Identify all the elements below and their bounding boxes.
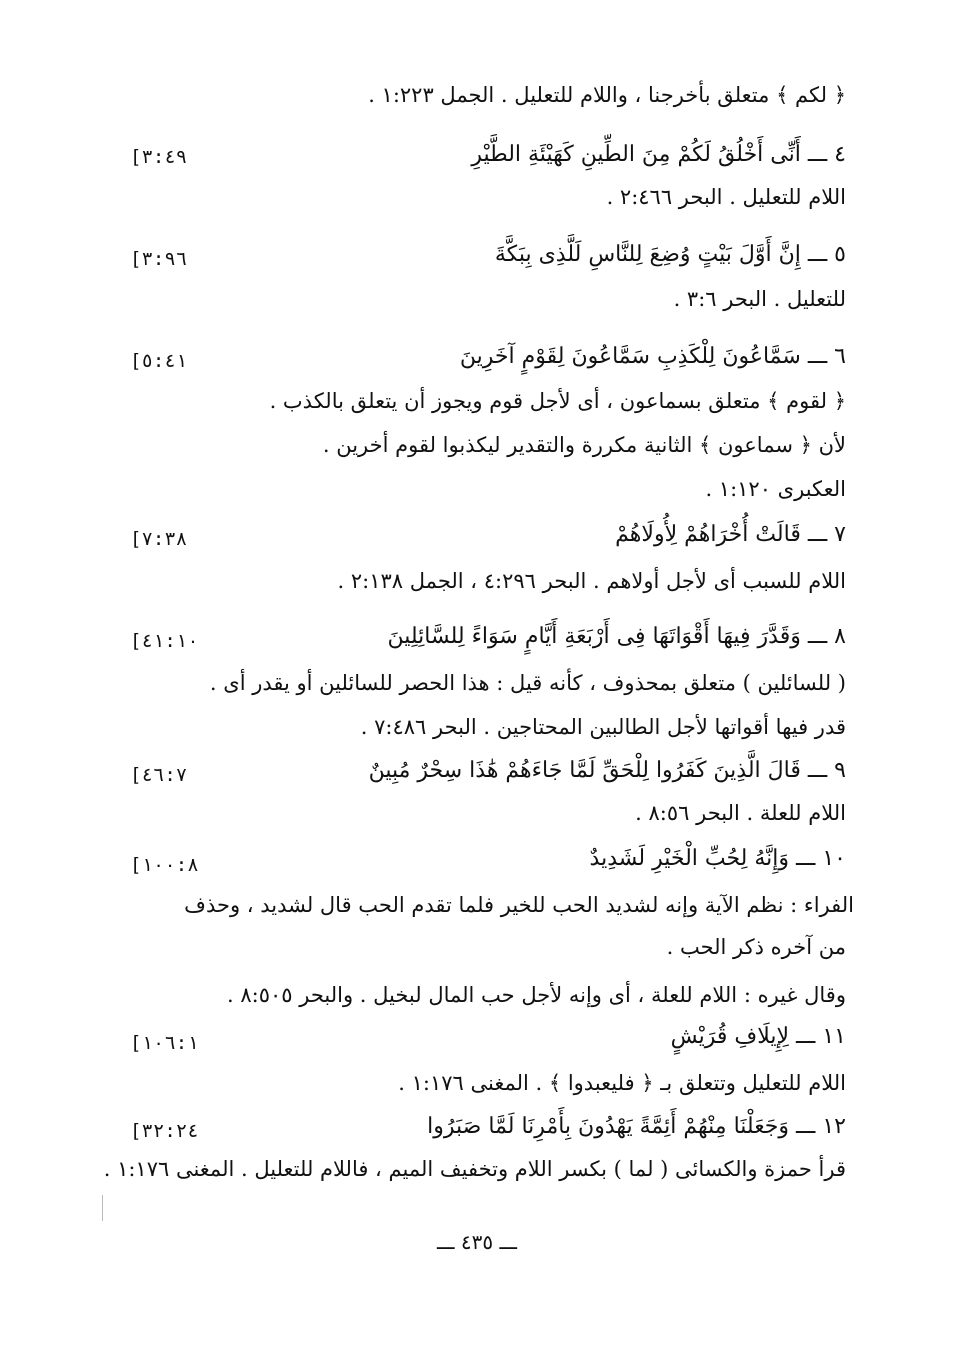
verse-line: ٨ ـــ وَقَدَّرَ فِيهَا أَقْوَاتَهَا فِى أَرْبَعَةِ أَيَّامٍ سَوَاءً لِلسَّائِلِينَ [387, 624, 846, 649]
verse-reference: [٣:٩٦ [130, 248, 188, 270]
text-line: وقال غيره : اللام للعلة ، أى وإنه لأجل حب المال لبخيل . والبحر ٨:٥٠٥ . [227, 983, 846, 1007]
text-line: ( للسائلين ) متعلق بمحذوف ، كأنه قيل : هذا الحصر للسائلين أو يقدر أى . [209, 671, 846, 695]
verse-line: ٦ ـــ سَمَّاعُونَ لِلْكَذِبِ سَمَّاعُونَ لِقَوْمٍ آخَرِينَ [459, 344, 846, 369]
verse-reference: [١٠٠:٨ [130, 854, 199, 876]
text-line: اللام للسبب أى لأجل أولاهم . البحر ٤:٢٩٦ ، الجمل ٢:١٣٨ . [337, 569, 846, 593]
verse-reference: [١٠٦:١ [130, 1032, 199, 1054]
text-line: اللام للتعليل وتتعلق بـ ﴿ فليعبدوا ﴾ . المغنى ١:١٧٦ . [398, 1071, 846, 1095]
page-number: ـــ ٤٣٥ ـــ [436, 1230, 518, 1254]
verse-reference: [٤٦:٧ [130, 764, 188, 786]
verse-line: ٧ ـــ قَالَتْ أُخْرَاهُمْ لِأُولَاهُمْ [615, 522, 846, 547]
verse-reference: [٤١:١٠ [130, 630, 199, 652]
text-line: الفراء : نظم الآية وإنه لشديد الحب للخير فلما تقدم الحب قال لشديد ، وحذف [184, 893, 854, 917]
text-line: اللام للعلة . البحر ٨:٥٦ . [635, 801, 846, 825]
verse-line: ١١ ـــ لِإِيلَافِ قُرَيْشٍ [670, 1024, 846, 1049]
verse-line: ٥ ـــ إِنَّ أَوَّلَ بَيْتٍ وُضِعَ لِلنَّاسِ لَلَّذِى بِبَكَّةَ [494, 242, 846, 267]
text-line: من آخره ذكر الحب . [666, 935, 846, 959]
text-line: قدر فيها أقواتها لأجل الطالبين المحتاجين . البحر ٧:٤٨٦ . [360, 715, 846, 739]
verse-line: ١٢ ـــ وَجَعَلْنَا مِنْهُمْ أَئِمَّةً يَهْدُونَ بِأَمْرِنَا لَمَّا صَبَرُوا [427, 1114, 846, 1139]
text-line: ﴿ لكم ﴾ متعلق بأخرجنا ، واللام للتعليل . الجمل ١:٢٢٣ . [368, 83, 846, 107]
text-line: العكبرى ١:١٢٠ . [705, 477, 846, 501]
verse-reference: [٣:٤٩ [130, 146, 188, 168]
text-line: لأن ﴿ سماعون ﴾ الثانية مكررة والتقدير ليكذبوا لقوم أخرين . [322, 433, 846, 457]
verse-reference: [٣٢:٢٤ [130, 1120, 199, 1142]
text-line: اللام للتعليل . البحر ٢:٤٦٦ . [606, 185, 846, 209]
verse-reference: [٥:٤١ [130, 350, 188, 372]
text-line: قرأ حمزة والكسائى ( لما ) بكسر اللام وتخفيف الميم ، فاللام للتعليل . المغنى ١:١٧٦ . [103, 1157, 846, 1181]
verse-line: ١٠ ـــ وَإِنَّهُ لِحُبِّ الْخَيْرِ لَشَدِيدٌ [589, 846, 846, 871]
margin-mark [102, 1195, 103, 1221]
verse-line: ٤ ـــ أَنِّى أَخْلُقُ لَكُمْ مِنَ الطِّينِ كَهَيْئَةِ الطَّيْرِ [471, 142, 846, 167]
verse-line: ٩ ـــ قَالَ الَّذِينَ كَفَرُوا لِلْحَقِّ لَمَّا جَاءَهُمْ هَٰذَا سِحْرٌ مُبِينٌ [368, 758, 846, 783]
verse-reference: [٧:٣٨ [130, 528, 188, 550]
text-line: للتعليل . البحر ٣:٦ . [673, 287, 846, 311]
text-line: ﴿ لقوم ﴾ متعلق بسماعون ، أى لأجل قوم ويجوز أن يتعلق بالكذب . [269, 389, 846, 413]
